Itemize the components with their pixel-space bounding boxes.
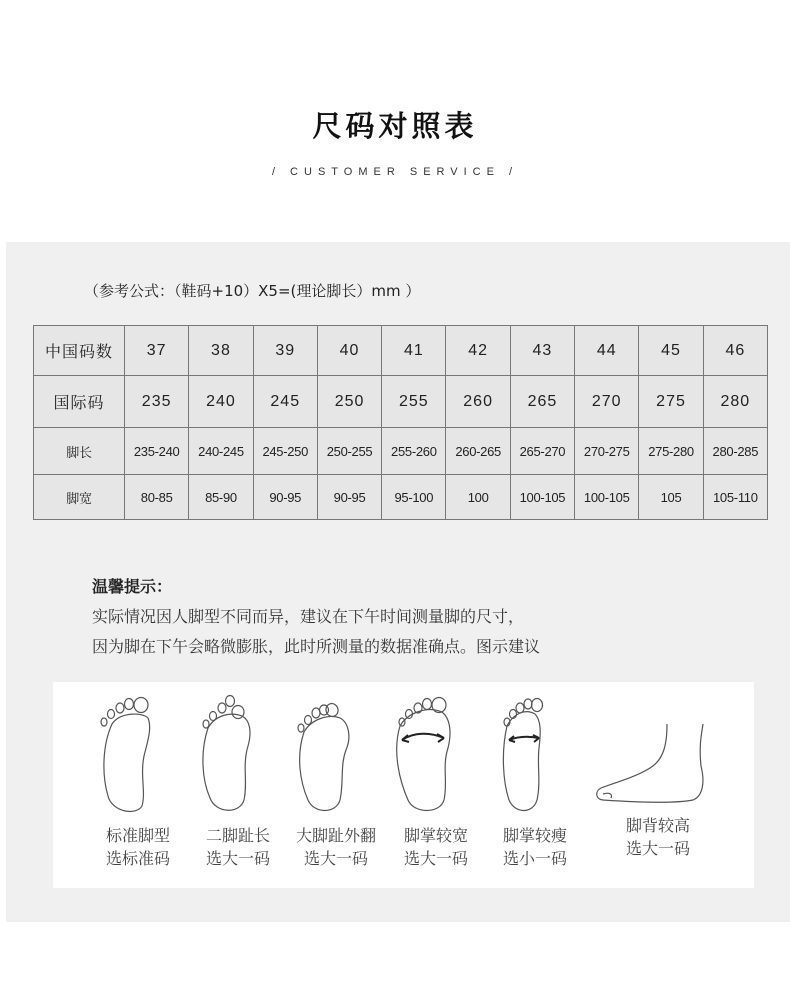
table-cell: 250-255 (317, 428, 381, 475)
table-cell: 45 (639, 326, 703, 376)
table-cell: 245-250 (253, 428, 317, 475)
foot-caption: 脚背较高 选大一码 (625, 816, 690, 858)
table-cell: 250 (317, 376, 381, 428)
table-cell: 44 (575, 326, 639, 376)
table-cell: 280-285 (703, 428, 767, 475)
table-cell: 265 (510, 376, 574, 428)
foot-caption: 二脚趾长 选大一码 (205, 826, 270, 868)
table-cell: 270 (575, 376, 639, 428)
row-label: 脚长 (34, 428, 125, 475)
table-cell: 42 (446, 326, 510, 376)
long-second-toe-foot-icon (198, 696, 278, 816)
table-cell: 38 (189, 326, 253, 376)
table-cell: 245 (253, 376, 317, 428)
table-row (34, 428, 768, 475)
foot-caption: 脚掌较宽 选大一码 (403, 826, 468, 868)
table-cell: 260 (446, 376, 510, 428)
row-label: 国际码 (34, 376, 125, 428)
foot-caption: 大脚趾外翻 选大一码 (295, 826, 376, 868)
row-label: 中国码数 (34, 326, 125, 376)
foot-type-guide (53, 682, 754, 888)
table-row (34, 376, 768, 428)
table-cell: 235-240 (125, 428, 189, 475)
table-cell: 240-245 (189, 428, 253, 475)
table-cell: 240 (189, 376, 253, 428)
table-cell: 260-265 (446, 428, 510, 475)
table-cell: 105 (639, 475, 703, 520)
tips-text: 实际情况因人脚型不同而异，建议在下午时间测量脚的尺寸， (92, 607, 525, 626)
table-cell: 235 (125, 376, 189, 428)
table-cell: 95-100 (382, 475, 446, 520)
narrow-foot-icon (495, 696, 575, 816)
table-cell: 275 (639, 376, 703, 428)
table-cell: 80-85 (125, 475, 189, 520)
table-cell: 100-105 (575, 475, 639, 520)
table-cell: 255-260 (382, 428, 446, 475)
wide-foot-icon (396, 696, 476, 816)
page-title: 尺码对照表 (312, 109, 478, 143)
table-cell: 85-90 (189, 475, 253, 520)
table-cell: 280 (703, 376, 767, 428)
row-label: 脚宽 (34, 475, 125, 520)
table-cell: 275-280 (639, 428, 703, 475)
tips-title: 温馨提示： (92, 577, 173, 596)
size-chart-table (33, 325, 768, 520)
table-cell: 43 (510, 326, 574, 376)
table-row (34, 326, 768, 376)
foot-caption: 标准脚型 选标准码 (105, 826, 170, 868)
table-cell: 40 (317, 326, 381, 376)
table-cell: 270-275 (575, 428, 639, 475)
table-cell: 90-95 (317, 475, 381, 520)
table-cell: 41 (382, 326, 446, 376)
size-formula: （参考公式：（鞋码+10）X5=(理论脚长）mm ） (84, 282, 421, 300)
standard-foot-icon (98, 696, 178, 816)
table-cell: 255 (382, 376, 446, 428)
table-cell: 37 (125, 326, 189, 376)
table-cell: 46 (703, 326, 767, 376)
bunion-foot-icon (296, 696, 376, 816)
table-row (34, 475, 768, 520)
foot-caption: 脚掌较瘦 选小一码 (502, 826, 567, 868)
page-subtitle: / CUSTOMER SERVICE / (271, 166, 519, 178)
table-cell: 90-95 (253, 475, 317, 520)
table-cell: 265-270 (510, 428, 574, 475)
high-instep-foot-icon (593, 696, 713, 816)
table-cell: 39 (253, 326, 317, 376)
table-cell: 105-110 (703, 475, 767, 520)
tips-text: 因为脚在下午会略微膨胀，此时所测量的数据准确点。图示建议 (92, 637, 541, 656)
table-cell: 100 (446, 475, 510, 520)
table-cell: 100-105 (510, 475, 574, 520)
